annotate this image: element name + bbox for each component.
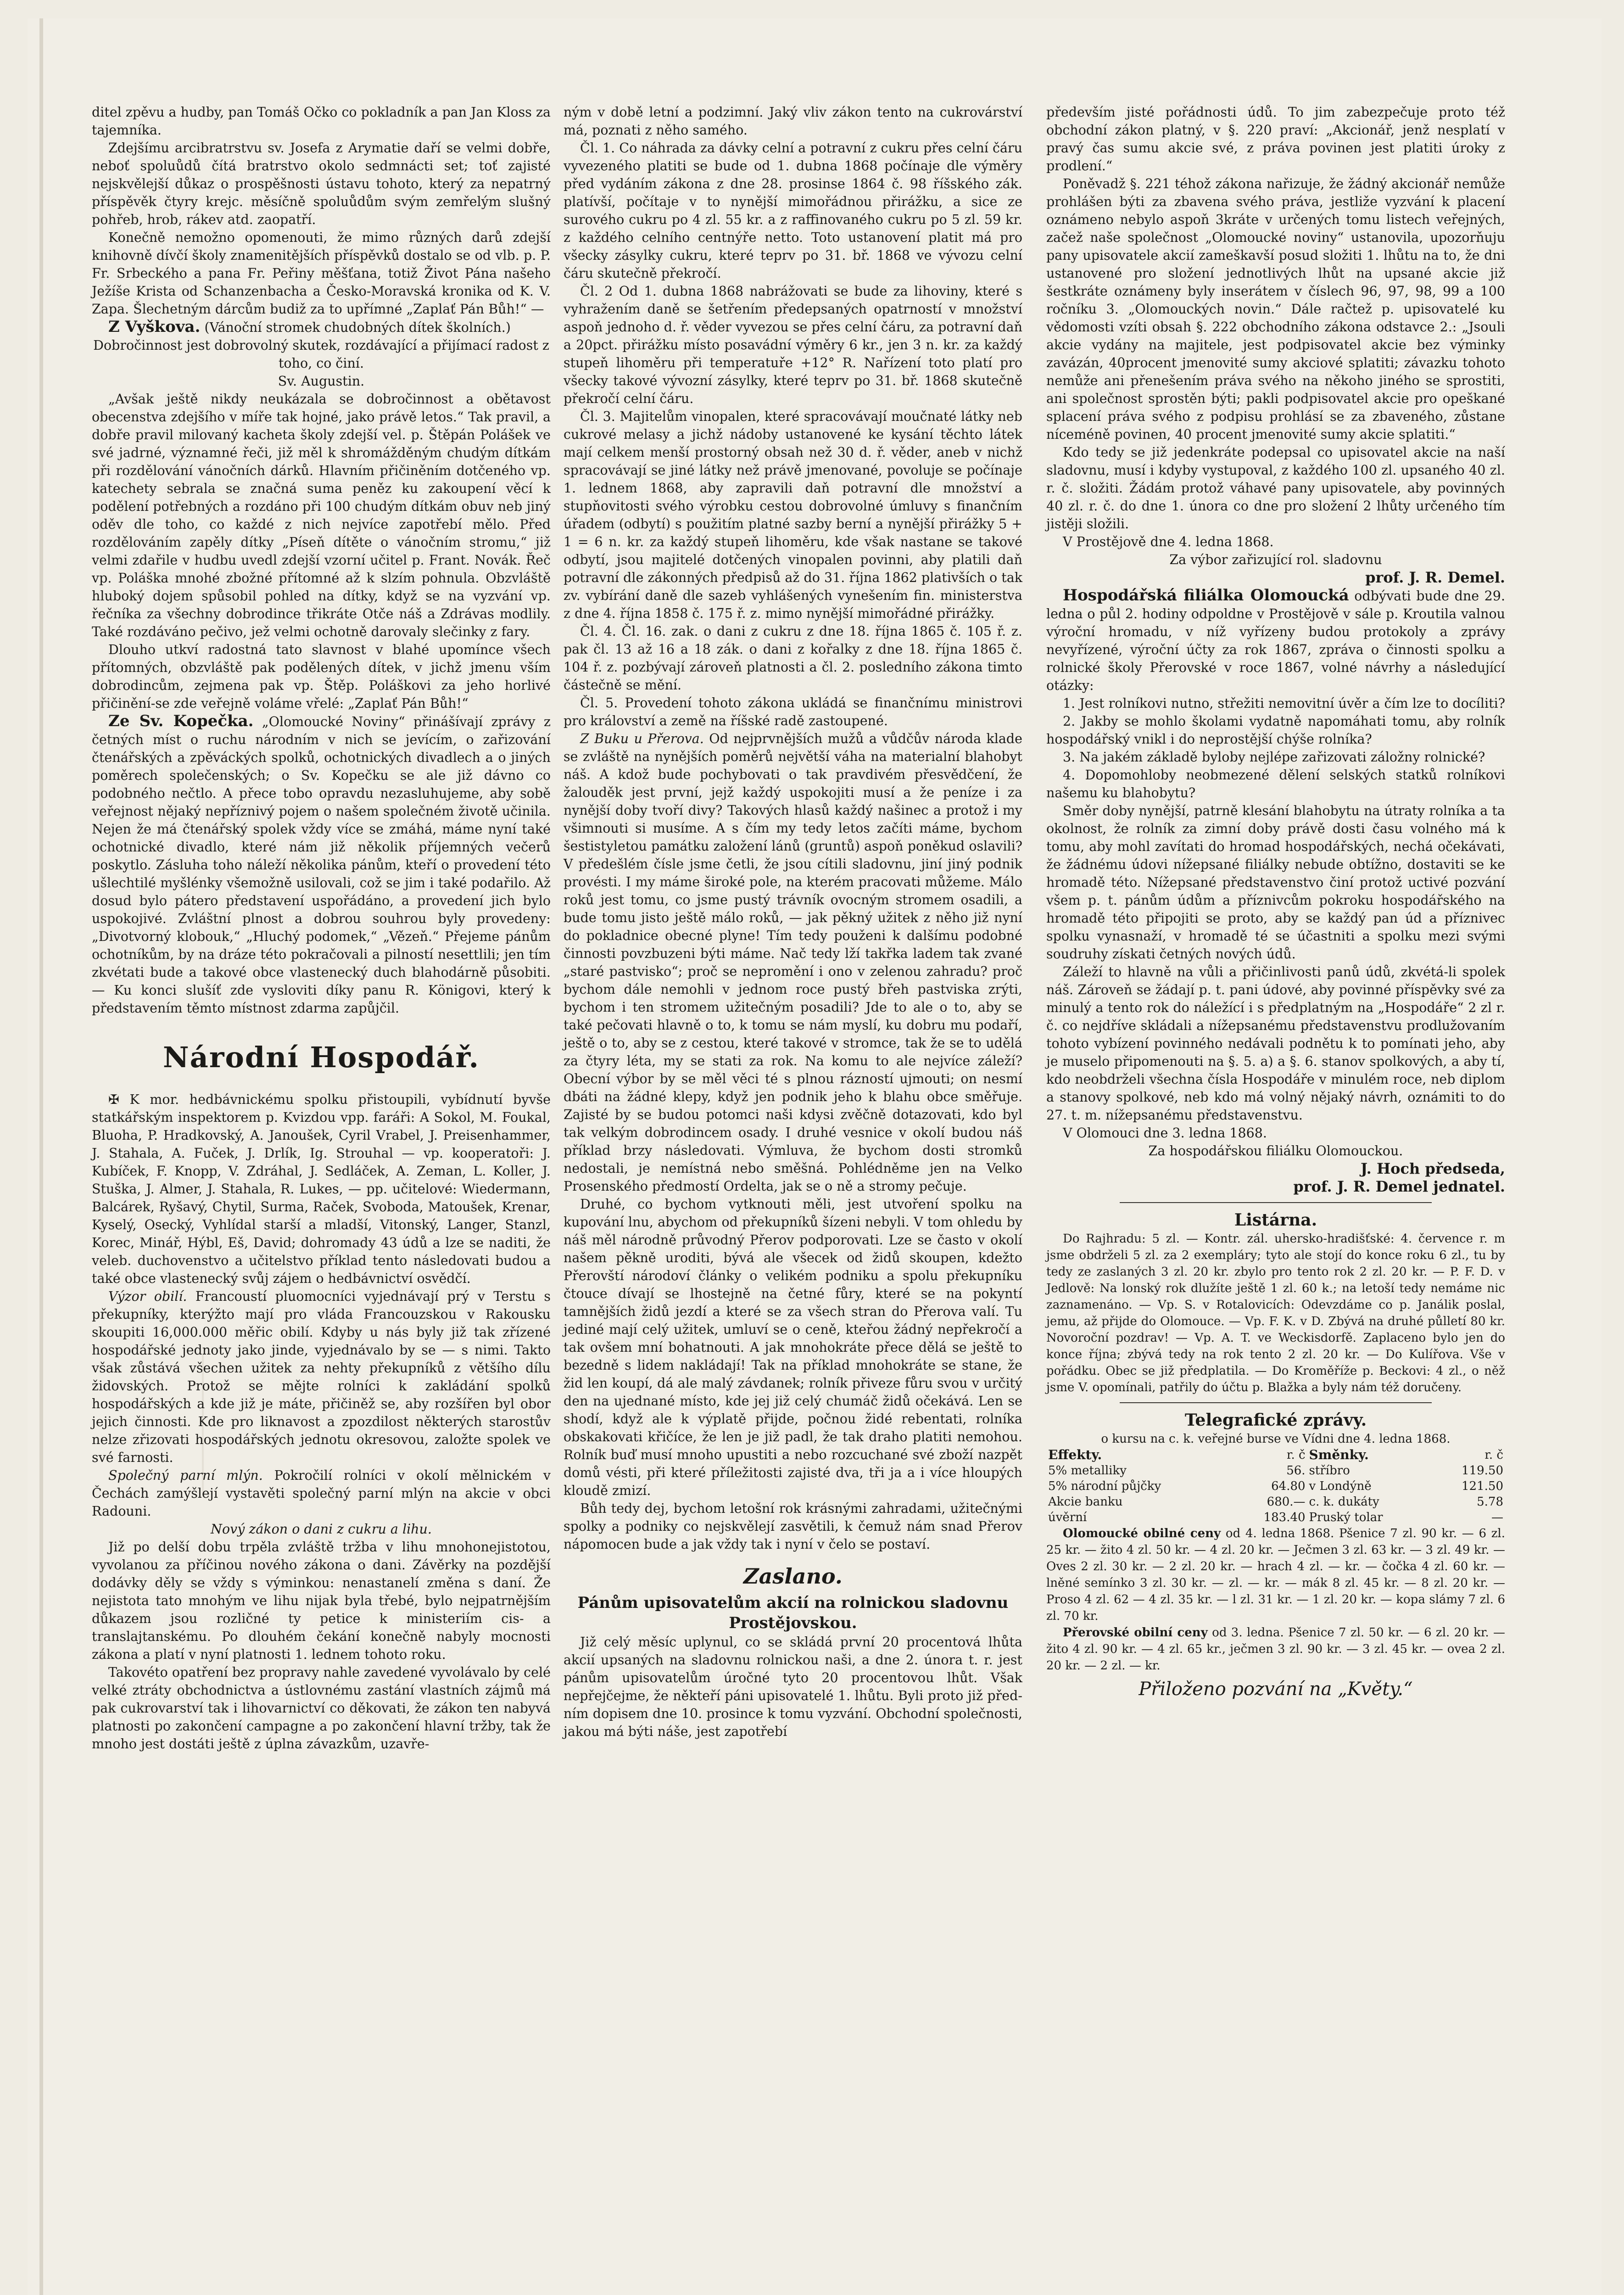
table-cell: v Londýně bbox=[1309, 1479, 1372, 1493]
paragraph: odbývati bude dne 29. ledna o půl 2. hodiny odpoldne v Prostějově v sále p. Kroutila valnou výroční hromadu, v níž vyřízeny budou protokoly a zprávy nevyřízené, výroční účty za rok 1867, zpráva o činnosti spolku a rolnické školy Přerovské v roce 1867, volné návrhy a následující otázky: bbox=[1046, 588, 1505, 693]
signature: prof. J. R. Demel. bbox=[1365, 569, 1505, 586]
table-cell: 5% národní půjčky bbox=[1048, 1479, 1161, 1493]
paragraph: Záleží to hlavně na vůli a přičinlivosti panů údů, zkvétá-li spolek náš. Zároveň se žádají p. t. pani údové, aby povinné příspěvky své za minulý a tento rok do náležící i s předplatným na „Hospodáře“ 2 zl r. č. co nejdříve skládali a nížepsanému představenstvu prodlužovaním tohoto vybízení povinného nedávali podnětu k to pomínati jeho, aby je muselo připomenouti na §. 5. a) a §. 6. stanov spolkových, a aby tí, kdo neobdrželi všechna čísla Hospodáře v minulém roce, neb diplom a stanovy spolkové, neb kdo má volný nějaký návrh, oznámiti to do 27. t. m. nížepsanému představenstvu. bbox=[1046, 964, 1505, 1123]
footer-note: Přiloženo pozvání na „Květy.“ bbox=[1138, 1679, 1413, 1700]
table-cell: 5.78 bbox=[1477, 1495, 1503, 1509]
table-cell: 680.— bbox=[1267, 1495, 1306, 1509]
section-heading: Listárna. bbox=[1234, 1210, 1317, 1230]
question: 4. Dopomohloby neobmezené dělení selských statků rolníkovi našemu ku blahobytu? bbox=[1046, 767, 1505, 800]
paragraph: Bůh tedy dej, bychom letošní rok krásnými zahradami, užitečnými spolky a podniky co nejskvělejí zasvětili, k čemuž nám snad Přerov nápomocen bude a jak vždy tak i nyní v čelo se postaví. bbox=[564, 1501, 1022, 1552]
table-cell: Pruský tolar bbox=[1309, 1511, 1383, 1524]
paragraph: Poněvadž §. 221 téhož zákona nařizuje, že žádný akcionář nemůže prohlášen býti za zbavena svého práva, jestliže vyzvání k placení oznámeno nebylo aspoň 3kráte v určených tomu listech veřejných, začež naše společnost „Olomoucké noviny“ ustanovila, upozorňuju pany upisovatele akcií zameškavší posud složiti 1. lhůtu na to, že dni ustanovené pro složení jednotlivých lhůt na upsané akcie již šestkráte oznámeny byly inserátem v číslech 96, 97, 98, 99 a 100 ročníku 3. „Olomouckých novin.“ Dále račtež p. upisovatelé ku vědomosti vzíti obsah §. 222 obchodního zákona odstavce 2.: „Jsouli akcie vydány na majitele, jest podpisovatel akcie bez výminky zavázán, 40procent jmenovité sumy akciové splatiti; závazku tohoto nemůže ani přenešením práva svého na někoho jiného se sprostiti, ani společnost sprostěn býti; pakli podpisovatel akcie pro opeškané splacení práva svého z podpisu prohlásí se za zbaveného, zůstane níceméně povinen, 40 procent jmenovité sumy akcie splatiti.“ bbox=[1046, 176, 1505, 442]
paragraph: ným v době letní a podzimní. Jaký vliv zákon tento na cukrovárství má, poznati z něho samého. bbox=[564, 105, 1022, 138]
column-2 bbox=[564, 103, 1022, 1741]
signature-line: Za hospodářskou filiálku Olomouckou. bbox=[1148, 1143, 1403, 1159]
paragraph: Pokročilí rolníci v okolí mělnickém v Čechách zamýšlejí vystavěti společný parní mlýn na akcie v obci Radouni. bbox=[92, 1468, 551, 1519]
news-heading: Společný parní mlýn. bbox=[108, 1468, 263, 1483]
news-heading: Ze Sv. Kopečka. bbox=[108, 712, 254, 730]
signature: J. Hoch předseda, bbox=[1361, 1160, 1505, 1177]
table-header: Směnky. bbox=[1309, 1447, 1369, 1462]
page-gutter bbox=[39, 18, 43, 2295]
paragraph: Druhé, co bychom vytknouti měli, jest utvoření spolku na kupování lnu, abychom od překupníků šízeni nebyli. V tom ohledu by náš měl národně průvodný Přerov podporovati. Lze se často v okolí našem pěkně uroditi, bývá ale všecek od židů skoupen, kdežto Přerovští národoví články o velikém podniku a spolu překupníku čtouce dívají se lhostejně na četné fůry, které se na pokyntí tamnějších židů jezdí a které se za všech stran do Přerova valí. Tu jediné mají celý užitek, umluví se o ceně, kteřou žádný nepřekročí a tak ovšem mní bohatnouti. A jak mnohokráte přece dělá se ještě to bezedně s lidem nakládají! Tak na příklad mnohokráte se stane, že žid len koupí, dá ale malý závdanek; rolník přiveze fůru svou v určitý den na ujednané místo, kde jej již celý chumáč židů očekává. Len se shodí, když ale k výplatě přijde, počnou židé rebentati, rolníka obskakovati křičíce, že len je již padl, že tak draho platiti nemohou. Rolník buď musí mnoho upustiti a nebo rozcuchané své zboží nazpět domů vésti, při které příležitosti zajisté dva, tři ja a i více hloupých kloudě zmizí. bbox=[564, 1197, 1022, 1498]
table-cell: stříbro bbox=[1309, 1464, 1350, 1478]
table-cell: 119.50 bbox=[1462, 1464, 1503, 1478]
paragraph: Směr doby nynější, patrně klesání blahobytu na útraty rolníka a ta okolnost, že rolník za zimní doby právě dosti času volného má k tomu, aby mohl zavítati do hromad hospodářských, nechá očekávati, že žádnému údovi nížepsané filiálky nebude obtížno, dostaviti se ke hromadě této. Nížepsané představenstvo činí protož uctivé pozvání všem p. t. pánům údům a příznivcům pokroku hospodářského na hromadě této připojiti se proto, aby se každý pan úd a příznivec spolku vynasnaží, v hromadě té se účastniti a spolku mezi svými soudruhy získati četných nových údů. bbox=[1046, 803, 1505, 962]
paragraph: Dlouho utkví radostná tato slavnost v blahé upomínce všech přítomných, obzvláště pak podělených dítek, v jichž jmenu vším dobrodincům, zejmena pak vp. Štěp. Poláškovi za jeho horlivé přičinění-se zde veřejně volámе vřelé: „Zaplať Pán Bůh!“ bbox=[92, 642, 551, 711]
news-heading: Z Buku u Přerova. bbox=[580, 731, 704, 746]
divider bbox=[1120, 1402, 1432, 1403]
table-cell: 183.40 bbox=[1263, 1511, 1306, 1524]
table-cell: 121.50 bbox=[1462, 1479, 1503, 1493]
table-row bbox=[1046, 1510, 1505, 1525]
paragraph: Již po delší dobu trpěla zvláště tržba v lihu mnohonejistotou, vyvolanou za příčinou nového zákona o dani. Závěrky na pozdější dodávky děly se vždy s výminkou: nenastanelí změna s daní. Že nejistota tato mnohým ve lihu nijak byla třebé, bylo nejpatrnějším důkazem jsou rozličné ty petice k ministeriím cis- a translajtanskému. Po dlouhém čekání konečně nabyly mocnosti zákona a platí v nyní platnosti 1. lednem tohoto roku. bbox=[92, 1539, 551, 1662]
table-row bbox=[1046, 1478, 1505, 1494]
paragraph: Od nejprvnějších mužů a vůdčův národa klade se zvláště na nynějších poměrů největší váha na materialní blahobyt náš. A kdož bude pochybovati o tak pravdivém přesvědčení, že žalouděk jest první, jejž každý uspokojiti musí a že peníze i za nynější doby tvoří divy? Takových hlasů každý našinec a protož i my všimnouti si musíme. A s čím my tedy letos začíti máme, bychom šestistyletou památku založení lánů (gruntů) aspoň poněkud oslavili? V předešlém čísle jsme četli, že jsou cítili sladovnu, jiní jiný podnik provésti. I my máme široké pole, na kterém pracovati můžeme. Málo roků jest tomu, co jsme pustý trávník ovocným stromem osadili, a bude tomu jisto ještě málo roků, — jak pěkný užitek z něho již nyní do pokladnice obecné plyne! Tím tedy použeni k dalšímu podobné činnosti povzbuzeni býti máme. Nač tedy lží takřka ladem tak zvané „staré pastvisko“; proč se nepromění i ono v zelenou zahradu? proč bychom dále nemohli v jednom roce pustý břeh pastviska zrýti, bychom i ten stromem užitečným posadili? Jde to ale o to, aby se také pečovati hlavně o to, k tomu se nám myslí, ku dobru mu podaří, ještě o to, aby se z cestou, které takové v stromce, tak že se to udělá za čtyry léta, my se stati za rok. Na komu to ale nejvíce záleží? Obecní výbor by se měl věci té s plnou rázností ujmouti; on nesmí dbáti na žádné klepy, když jen podnik jeho k blahu obce směřuje. Zajisté by se budou potomci naši kdysi zvěčně dotazovati, kdo byl tak velkým dobrodincem osady. I druhé vesnice v okolí budou náš příklad brzy následovati. Výmluva, že bychom dosti stromků nedostali, je nemístná nebo směšná. Pohlédněme jen na Velko Prosenského předmostí Ordelta, jak se o ně a stromy pečuje. bbox=[564, 731, 1022, 1194]
subheading: o kursu na c. k. veřejné burse ve Vídni dne 4. ledna 1868. bbox=[1101, 1432, 1451, 1446]
question: 1. Jest rolníkovi nutno, střežiti nemovitní úvěr a čím lze to docíliti? bbox=[1063, 696, 1505, 711]
news-heading: Hospodářská filiálka Olomoucká bbox=[1063, 586, 1349, 605]
column-1 bbox=[92, 103, 551, 1753]
table-header: r. č bbox=[1484, 1448, 1503, 1462]
signature: prof. J. R. Demel jednatel. bbox=[1293, 1178, 1505, 1195]
divider bbox=[1120, 1202, 1432, 1203]
table-cell: 5% metalliky bbox=[1048, 1464, 1127, 1478]
news-heading: Z Vyškova. bbox=[108, 318, 201, 336]
paragraph: Kdo tedy se již jedenkráte podepsal co upisovatel akcie na naší sladovnu, musí i kdyby vystupoval, z každého 100 zl. upsaného 40 zl. r. č. složiti. Žádám protož váhavé pany upisovatele, aby povinných 40 zl. r. č. do dne 1. února co dne pro složení 2 lhůty určeného tím jistěji složili. bbox=[1046, 445, 1505, 532]
paragraph: Konečně nemožno opomenouti, že mimo různých darů zdejší knihovně dívčí školy znamenitějších příspěvků dostalo se od vlb. p. P. Fr. Srbeckého a pana Fr. Peřiny měšťana, totiž Život Pána našeho Ježíše Krista od Schanzenbacha a Česko-Moravská kronika od K. V. Zapa. Šlechetným dárcům budiž za to upřímné „Zaplať Pán Bůh!“ — bbox=[92, 230, 551, 317]
news-heading: Výzor obilí. bbox=[108, 1289, 187, 1304]
question: 3. Na jakém základě byloby nejlépe zařizovati záložny rolnické? bbox=[1063, 750, 1485, 765]
paragraph: od 3. ledna. Pšenice 7 zl. 50 kr. — 6 zl. 20 kr. — žito 4 zl. 90 kr. — 4 zl. 65 kr., ječmen 3 zl. 90 kr. — 3 zl. 45 kr. — ovea 2 zl. 20 kr. — 2 zl. — kr. bbox=[1046, 1626, 1505, 1673]
table-row bbox=[1046, 1494, 1505, 1510]
paragraph: Francoustí pluomocníci vyjednávají prý v Terstu s překupníky, kterýžto mají pro vláda Francouzskou v Rakousku skoupiti 16,000.000 měřic obilí. Kdyby u nás byly již tak zřízené hospodářské jednoty jako jinde, vyjednávalo by se — s nimi. Takto však zůstává všechen užitek za nehty překupníků z většího dílu židovských. Protož se mějte rolníci k zakládání spolků hospodářských a kde již je máte, přičiněž se, aby rozšířen byl obor jejich činnosti. Kde pro liknavost a zpozdilost některých starostův nelze zřizovati hospodářských jednotu okresovou, založte spolek ve své farnosti. bbox=[92, 1289, 551, 1465]
paragraph: Čl. 1. Co náhrada za dávky celní a potravní z cukru přes celní čáru vyvezeného platiti se bude od 1. dubna 1868 počínaje dle výměry před vydáním zákona z dne 28. prosinse 1864 č. 98 říšského zák. platívší, počítaje v to nynější mimořádnou přirážku, a sice ze surového cukru po 4 zl. 55 kr. a z raffinovaného cukru po 5 zl. 59 kr. z každého celního centnýře netto. Toto ustanovení platit má pro všecky zásylky cukru, které teprv po 31. bř. 1868 ve vývozu celní čáru skutečně překročí. bbox=[564, 140, 1022, 281]
paragraph: ✠ K mor. hedbávnickému spolku přistoupili, vybídnutí byvše statkářským inspektorem p. Kvizdou vpp. faráři: A Sokol, M. Foukal, Bluoha, P. Hradkovský, A. Janoušek, Cyril Vrabel, J. Preisenhammer, J. Stahala, A. Fuček, J. Drlík, Ig. Strouhal — vp. kooperatoři: J. Kubíček, F. Knopp, V. Zdráhal, J. Sedláček, A. Zeman, L. Koller, J. Stuška, J. Almer, J. Stahala, R. Lukes, — pp. učitelové: Wiedermann, Balcárek, Ryšavý, Chytil, Surma, Raček, Svoboda, Matoušek, Krenar, Kyselý, Osecký, Vyhlídal starší a mladší, Vitonský, Langer, Stanzl, Korec, Minář, Hýbl, Eš, David; dohromady 43 údů a lze se naditi, že veleb. duchovenstvo a učitelstvo příklad tento následovati budou a také obce vlastenecký svůj zájem o hedbávnictví osvědčí. bbox=[92, 1092, 551, 1286]
paragraph: ditel zpěvu a hudby, pan Tomáš Očko co pokladník a pan Jan Kloss za tajemníka. bbox=[92, 105, 551, 138]
table-cell: — bbox=[1491, 1511, 1503, 1524]
article-title: Pánům upisovatelům akcií na rolnickou sladovnu Prostějovskou. bbox=[577, 1594, 1009, 1632]
paragraph: Čl. 5. Provedení tohoto zákona ukládá se finančnímu ministrovi pro království a země na říšské radě zastoupené. bbox=[564, 695, 1022, 728]
paragraph: „Avšak ještě nikdy neukázala se dobročinnost a obětavost obecenstva zdejšího v míře tak hojné, jako právě letos.“ Tak pravil, a dobře pravil milovaný kacheta školy zdejší vel. p. Štěpán Polášek ve své jadrné, významné řeči, již měl k shromážděným chudým dítkám při rozdělování vánočních dárků. Hlavním přičiněním dotčeného vp. katechety sebrala se značná suma peněz ku zakoupení věcí k podělení potřebných a rozdáno při 100 chudým dítkám obuv neb jiný oděv dle toho, co každé z nich nejvíce zapotřebí mělo. Před rozdělováním zapěly dítky „Píseň dítěte o vánočním stromu,“ již velmi zdařile v hudbu uvedl zdejší vzorní učitel p. Frant. Novák. Řeč vp. Poláška mnohé zbožné přítomné až k slzím pohnula. Obzvláště hluboký dojem spůsobil pohled na dítky, když se na vyzvání vp. řečníka za všechny dobrodince třikráte Otče náš a Zdrávas modlily. Také rozdáváno pečivo, jež velmi ochotně darovaly slečinky z fary. bbox=[92, 392, 551, 639]
paragraph: od 4. ledna 1868. Pšenice 7 zl. 90 kr. — 6 zl. 25 kr. — žito 4 zl. 50 kr. — 4 zl. 20 kr. — Ječmen 3 zl. 63 kr. — 3 zl. 49 kr. — Oves 2 zl. 30 kr. — 2 zl. 20 kr. — hrach 4 zl. — kr. — čočka 4 zl. 60 kr. — lněné semínko 3 zl. 30 kr. — zl. — kr. — mák 8 zl. 45 kr. — 8 zl. 20 kr. — Proso 4 zl. 62 — 4 zl. 35 kr. — l zl. 31 kr. — 1 zl. 20 kr. — kopa slámy 7 zl. 6 zl. 70 kr. bbox=[1046, 1527, 1506, 1623]
paragraph: Čl. 2 Od 1. dubna 1868 nabrážovati se bude za lihoviny, které s vyhražením daně se šetřením předepsaných opatrností v množství aspoň jednoho d. ř. věder vyvezou se přes celní čáru, za potravní daň a 20pct. přirážku místo posavádní výměry 6 kr., jen 3 n. kr. za každý stupeň lihoměru při temperatuře +12° R. Nařízení toto platí pro všecky takové vývozní zásylky, které teprv po 31. bř. 1868 skutečně překročí celní čáru. bbox=[564, 284, 1022, 406]
paragraph: Čl. 4. Čl. 16. zak. o dani z cukru z dne 18. října 1865 č. 105 ř. z. pak čl. 13 až 16 a 18 zák. o dani z kořalky z dne 18. října 1865 č. 104 ř. z. pozbývají zároveň platnosti a čl. 2. posledního zákona timto částečně se mění. bbox=[564, 624, 1022, 693]
table-cell: 56. bbox=[1286, 1464, 1306, 1478]
table-cell: úvěrní bbox=[1048, 1511, 1087, 1524]
paragraph: Do Rajhradu: 5 zl. — Kontr. zál. uhersko-hradišťské: 4. července r. m jsme obdrželi 5 zl. za 2 exempláry; tyto ale stojí do konce roku 6 zl., tu by tedy ze zaslaných 3 zl. 20 kr. zbylo pro tento rok 2 zl. 20 kr. — P. F. D. v Jedlově: Na lonský rok dlužíte ještě 1 zl. 60 k.; na letoší tedy nemáme nic zaznamenáno. — Vp. S. v Rotalovicích: Odevzdáme co p. Janálik poslal, jemu, až přijde do Olomouce. — Vp. F. K. v D. Zbývá na druhé půlletí 80 kr. Novoroční pozdrav! — Vp. A. T. ve Weckisdorfě. Zaplaceno bylo jen do konce října; zbývá tedy na rok tento 2 zl. 20 kr. — Do Kulířova. Vše v pořádku. Obec se již předplatila. — Do Kroměříže p. Beckovi: 4 zl., o něž jsme V. opomínali, patřily do účtu p. Blažka a byly nám též doručeny. bbox=[1046, 1232, 1505, 1394]
table-row bbox=[1046, 1463, 1505, 1478]
section-heading: Národní Hospodář. bbox=[162, 1041, 480, 1074]
motto-author: Sv. Augustin. bbox=[278, 374, 365, 389]
paragraph: „Olomoucké Noviny“ přinášívají zprávy z četných míst o ruchu národním v nich se jevícím, o zařizování čtenářských a zpěváckých spolků, ochotnických divadlech a o jiných poměrech společenských; o Sv. Kopečku se ale již dávno co podobného nečtlo. A přece tobo opravdu nezasluhujeme, aby sobě veřejnost nějaký nepříznivý pojem o našem společném životě učinila. Nejen že má čtenářský spolek vždy více se zmáhá, máme nyní také ochotnické divadlo, které nám již několik příjemných večerů poskytlo. Zásluha toho náleží několika pánům, kteří o provedení této ušlechtilé myšlénky všemožně usilovali, což se jim i také podařilo. Až dosud bylo pátero představení uspořádáno, a provedení jich bylo uspokojivé. Zvláštní plnost a dobrou souhrou byly provedeny: „Divotvorný klobouk,“ „Hluchý podomek,“ „Vězeň.“ Přejeme pánům ochotníkům, by na dráze této pokračovali a pilností nesettlili; jen tím zkvétati bude a takové obce vlastenecký duch blahodárně působiti. — Ku konci slušíť zde vysloviti díky panu R. Königovi, který k představením těmto místnost zdarma zapůjčil. bbox=[92, 714, 551, 1016]
section-heading: Zaslano. bbox=[743, 1564, 843, 1589]
signature-line: Za výbor zařizující rol. sladovnu bbox=[1169, 552, 1382, 567]
paragraph: (Vánoční stromek chudobných dítek školních.) bbox=[204, 320, 511, 335]
table-cell: c. k. dukáty bbox=[1309, 1495, 1379, 1509]
table-cell: Akcie banku bbox=[1048, 1495, 1123, 1509]
news-heading: Nový zákon o dani z cukru a lihu. bbox=[211, 1522, 432, 1537]
exchange-table bbox=[1046, 1447, 1505, 1525]
paragraph: především jisté pořádnosti údů. To jim zabezpečuje proto též obchodní zákon platný, v §. 220 praví: „Akcionář, jenž nesplatí v pravý čas sumu akcie své, z práva povinen jest platiti úroky z prodlení.“ bbox=[1046, 105, 1505, 174]
table-header-row bbox=[1046, 1447, 1505, 1463]
paragraph: Takovéto opatření bez propravy nahle zavedené vyvolávalo by celé velké ztráty obchodnictva a ústlovnému zastání vlastních zájmů má pak cukrovarství tak i lihovarnictví co děkovati, že zákon ten nabyvá platnosti po zakončení campagne a po zakončení hlavní tržby, tak že mnoho jest dostáti ještě z úplna závazkům, uzavře- bbox=[92, 1665, 551, 1752]
dateline: V Olomouci dne 3. ledna 1868. bbox=[1063, 1125, 1267, 1141]
dateline: V Prostějově dne 4. ledna 1868. bbox=[1063, 534, 1274, 549]
motto: Dobročinnost jest dobrovolný skutek, rozdávající a přijímací radost z toho, co činí. bbox=[93, 338, 549, 371]
news-heading: Přerovské obilní ceny bbox=[1063, 1626, 1208, 1640]
paragraph: Čl. 3. Majitelům vinopalen, které spracovávají moučnaté látky neb cukrové melasy a jichž nádoby ustanovené ke kysání těchto látek mají celkem menší prostorný obsah než 30 d. ř. věder, aneb v nichž spracovávají se jiné látky než právě jmenované, povoluje se počínaje 1. lednem 1868, aby zapravili daň potravní dle množství a stupňovitosti svého výrobku cestou dobrovolné úmluvy s finančním úřadem (odbytí) s použitím platné sazby berní a nynější přirážky 5 + 1 = 6 n. kr. za každý stupeň lihoměru, kde však nastane se takové odbytí, jsou majitelé dotčených vinopalen povinni, aby platili daň potravní dle zákonných předpisů až do 31. října 1862 plativších o tak zv. vybírání daně dle sazeb vyhlášených vynešením fin. ministerstva z dne 4. října 1858 č. 175 ř. z. mimo nynější mimořádné přirážky. bbox=[564, 409, 1022, 621]
table-header: r. č bbox=[1286, 1448, 1306, 1462]
paragraph: Zdejšímu arcibratrstvu sv. Josefa z Arymatie daří se velmi dobře, neboť spoluůdů čítá bratrstvo okolo sedmnácti set; toť zajisté nejskvělejší důkaz o prospěšnosti ústavu tohoto, který za nepatrný příspěvěk čtyry krejc. měsíčně spoluůdům svým zemřelým slušný pohřeb, hrob, rákev atd. zaopatří. bbox=[92, 140, 551, 227]
table-header: Effekty. bbox=[1048, 1447, 1102, 1462]
news-heading: Olomoucké obilné ceny bbox=[1063, 1527, 1221, 1540]
section-heading: Telegrafické zprávy. bbox=[1184, 1411, 1367, 1430]
question: 2. Jakby se mohlo školami vydatně napomáhati tomu, aby rolník hospodářský vnikl i do neprostější chýše rolníka? bbox=[1046, 714, 1505, 747]
column-3 bbox=[1046, 103, 1505, 1698]
table-cell: 64.80 bbox=[1271, 1479, 1306, 1493]
paragraph: Již celý měsíc uplynul, co se skládá první 20 procentová lhůta akcií upsaných na sladovnu rolnickou naši, a dne 2. února t. r. jest pánům upisovatelům úročné tyto 20 procentovou lhůt. Však nepřejčejme, že někteří páni upisovatelé 1. lhůtu. Byli proto již před-ním dopisem dne 10. prosince k tomu vyzvání. Obchodní společnosti, jakou má býti náše, jest zapotřebí bbox=[564, 1634, 1022, 1739]
